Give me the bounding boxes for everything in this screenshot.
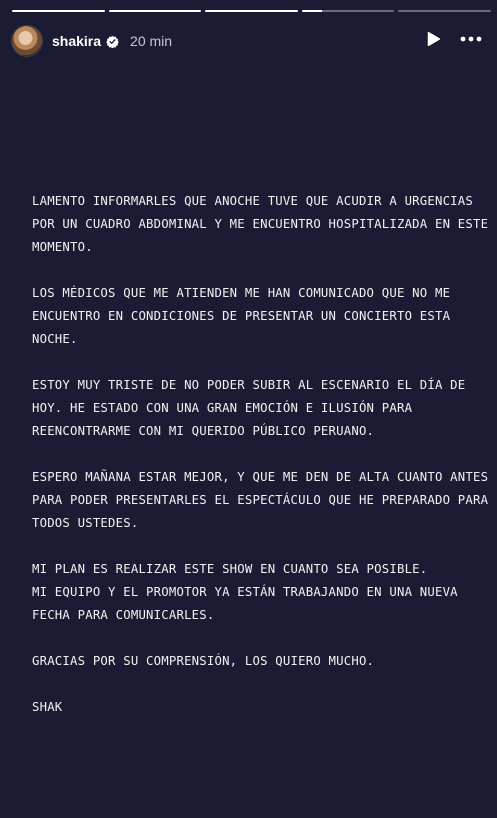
- progress-segment-4: [302, 10, 395, 12]
- message-paragraph: MI PLAN ES REALIZAR ESTE SHOW EN CUANTO SEA POSIBLE. MI EQUIPO Y EL PROMOTOR YA ESTÁN TRABAJANDO EN UNA NUEVA FECHA PARA COMUNICARLES.: [32, 562, 458, 622]
- verified-badge-icon: [106, 35, 119, 48]
- story-progress-bar: [12, 10, 491, 12]
- play-button[interactable]: [419, 27, 447, 55]
- more-options-button[interactable]: [457, 27, 485, 55]
- more-options-icon: [459, 27, 483, 55]
- play-icon: [424, 30, 442, 52]
- progress-segment-3: [205, 10, 298, 12]
- message-paragraph: ESTOY MUY TRISTE DE NO PODER SUBIR AL ESCENARIO EL DÍA DE HOY. HE ESTADO CON UNA GRAN EMOCIÓN E ILUSIÓN PARA REENCONTRARME CON MI QUERIDO PÚBLICO PERUANO.: [32, 378, 466, 438]
- message-signature: SHAK: [32, 700, 63, 714]
- progress-segment-1: [12, 10, 105, 12]
- message-paragraph: LOS MÉDICOS QUE ME ATIENDEN ME HAN COMUNICADO QUE NO ME ENCUENTRO EN CONDICIONES DE PRESENTAR UN CONCIERTO ESTA NOCHE.: [32, 286, 451, 346]
- story-header: [12, 26, 485, 56]
- avatar[interactable]: [12, 26, 42, 56]
- message-paragraph: LAMENTO INFORMARLES QUE ANOCHE TUVE QUE ACUDIR A URGENCIAS POR UN CUADRO ABDOMINAL Y ME ENCUENTRO HOSPITALIZADA EN ESTE MOMENTO.: [32, 194, 489, 254]
- progress-segment-2: [109, 10, 202, 12]
- story-message: [32, 190, 489, 742]
- message-paragraph: GRACIAS POR SU COMPRENSIÓN, LOS QUIERO MUCHO.: [32, 654, 375, 668]
- username[interactable]: shakira: [52, 33, 102, 49]
- progress-segment-5: [398, 10, 491, 12]
- message-paragraph: ESPERO MAÑANA ESTAR MEJOR, Y QUE ME DEN DE ALTA CUANTO ANTES PARA PODER PRESENTARLES EL ESPECTÁCULO QUE HE PREPARADO PARA TODOS USTEDES.: [32, 470, 489, 530]
- post-time: 20 min: [130, 33, 173, 49]
